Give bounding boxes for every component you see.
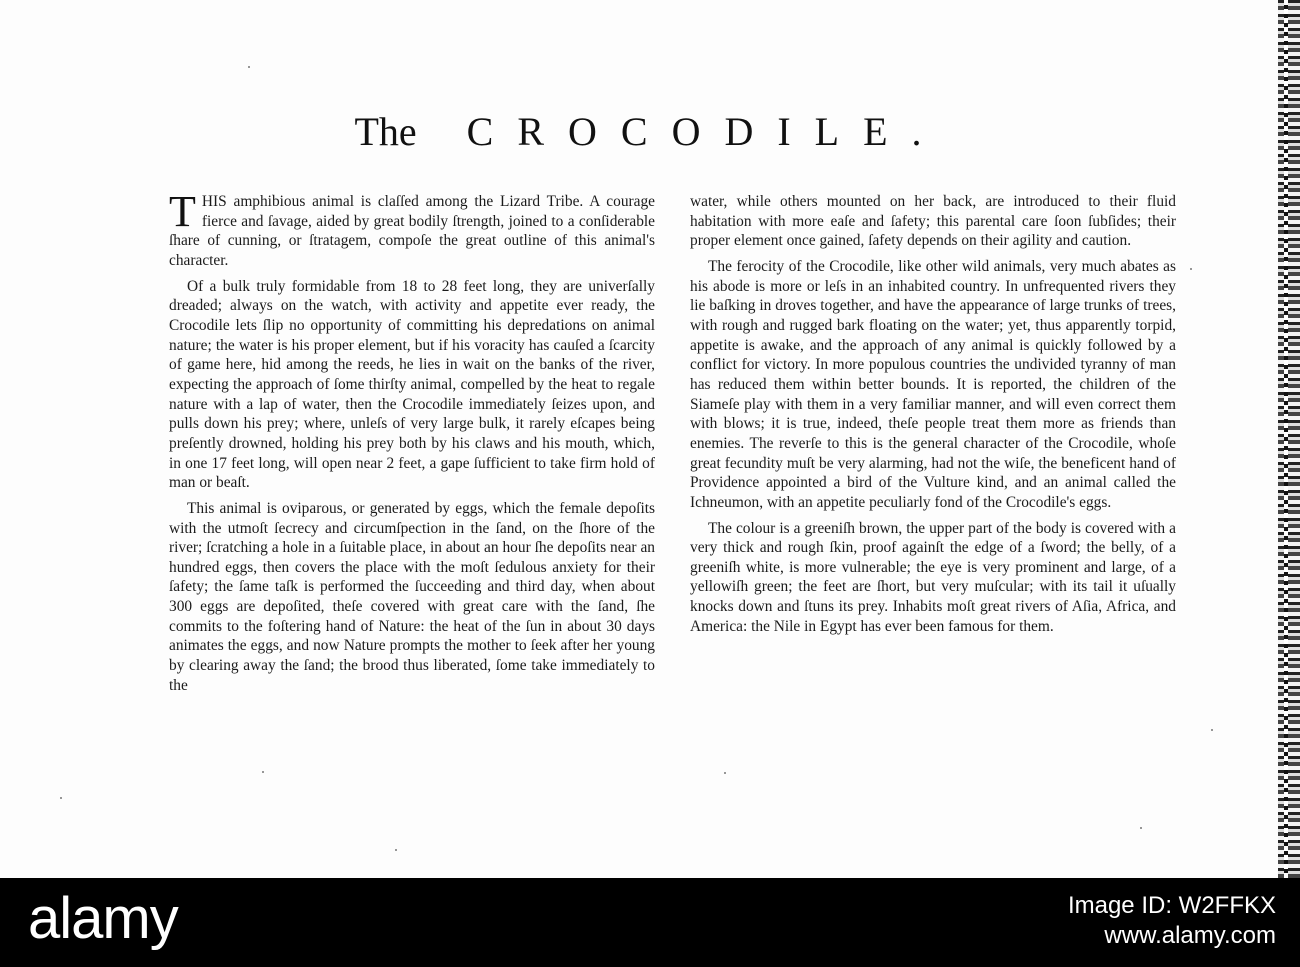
paper-speck	[1211, 729, 1213, 731]
paper-speck	[60, 797, 62, 799]
paragraph: water, while others mounted on her back, are introduced to their fluid habitation with more eaſe and ſafety; this parental care ſoon ſubſides; their proper element once gained, ſafety depends on their agility and caution.	[690, 193, 1176, 250]
paper-speck	[395, 849, 397, 851]
paragraph: The ferocity of the Crocodile, like other wild animals, very much abates as his abode is more or leſs in an inhabited country. In unfrequented rivers they lie baſking in droves together, and have the appearance of large trunks of trees, with rough and rugged bark floating on the water; yet, thus apparently torpid, appetite is awake, and the approach of any animal is quickly followed by a conflict for victory. In more populous countries the undivided tyranny of man has reduced them within better bounds. It is reported, the children of the Siameſe play with them in a very familiar manner, and will even correct them with blows; it is true, indeed, theſe people treat them more as friends than enemies. The reverſe to this is the general character of the Crocodile, whoſe great fecundity muſt be very alarming, had not the wiſe, the beneficent hand of Providence appointed a bird of the Vulture kind, and an animal called the Ichneumon, with an appetite peculiarly fond of the Crocodile's eggs.	[690, 257, 1176, 511]
paper-speck	[724, 772, 726, 774]
right-column	[690, 192, 1176, 642]
paper-speck	[1140, 827, 1142, 829]
title-article: The	[354, 109, 417, 154]
paragraph: Of a bulk truly formidable from 18 to 28 feet long, they are univerſally dreaded; always on the watch, with activity and appetite ever ready, the Crocodile lets ſlip no opportunity of committing his depredations on animal nature; the water is his proper element, but if his voracity has cauſed a ſcarcity of game here, hid among the reeds, he lies in wait on the banks of the river, expecting the approach of ſome thirſty animal, compelled by the heat to regale nature with a lap of water, then the Crocodile immediately ſeizes upon, and pulls down his prey; where, unleſs of very large bulk, it rarely eſcapes being preſently drowned, holding his prey both by his claws and his mouth, which, in one 17 feet long, will open near 2 feet, a gape ſufficient to take firm hold of man or beaſt.	[169, 277, 655, 492]
left-column	[169, 187, 655, 701]
watermark-url: www.alamy.com	[1104, 922, 1276, 949]
decorative-border	[1278, 0, 1300, 878]
drop-cap: T	[169, 187, 196, 236]
title-word: CROCODILE.	[466, 109, 946, 154]
paper-speck	[248, 66, 250, 68]
image-id-label: Image ID: W2FFKX	[1067, 892, 1276, 919]
paper-speck	[1190, 268, 1192, 270]
page-title	[0, 108, 1300, 155]
paragraph	[169, 187, 655, 271]
paragraph: This animal is oviparous, or generated by eggs, which the female depoſits with the utmoſt ſecrecy and circumſpection in the ſand, on the ſhore of the river; ſcratching a hole in a ſuitable place, in about an hour ſhe depoſits near an hundred eggs, then covers the place with the moſt ſedulous anxiety for their ſafety; the ſame taſk is performed the ſucceeding and third day, when about 300 eggs are depoſited, theſe covered with great care with the ſand, ſhe commits to the foſtering hand of Nature: the heat of the ſun in about 30 days animates the eggs, and now Nature prompts the mother to ſeek after her young by clearing away the ſand; the brood thus liberated, ſome take immediately to the	[169, 499, 655, 694]
watermark-logo: alamy	[28, 886, 178, 951]
paragraph: The colour is a greeniſh brown, the upper part of the body is covered with a very thick and rough ſkin, proof againſt the edge of a ſword; the belly, of a greeniſh white, is more vulnerable; the eye is very prominent and large, of a yellowiſh green; the feet are ſhort, but very muſcular; with its tail it uſually knocks down and ſtuns its prey. Inhabits moſt great rivers of Aſia, Africa, and America: the Nile in Egypt has ever been famous for them.	[690, 519, 1176, 635]
paper-speck	[262, 771, 264, 773]
paragraph-text: HIS amphibious animal is claſſed among the Lizard Tribe. A courage fierce and ſavage, aided by great bodily ſtrength, joined to a conſiderable ſhare of cunning, or ſtratagem, compoſe the great outline of this animal's character.	[169, 193, 655, 269]
